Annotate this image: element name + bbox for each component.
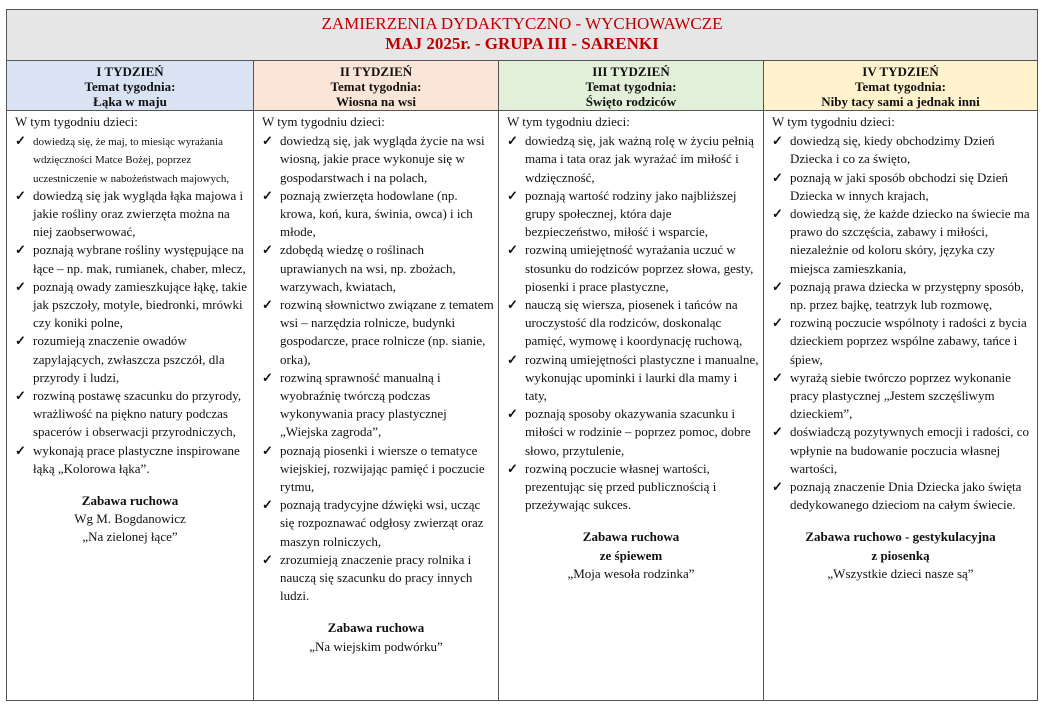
checkmark-icon: ✓ bbox=[772, 169, 783, 185]
checkmark-icon: ✓ bbox=[15, 388, 26, 404]
checkmark-icon: ✓ bbox=[262, 242, 273, 258]
week-header-4 bbox=[764, 61, 1037, 111]
checkmark-icon: ✓ bbox=[772, 424, 783, 440]
week-name: IV TYDZIEŃ bbox=[862, 64, 939, 79]
week-header-2 bbox=[254, 61, 498, 111]
theme-label: Temat tygodnia: bbox=[585, 79, 677, 94]
goal-text: poznają wybrane rośliny występujące na łące – np. mak, rumianek, chaber, mlecz, bbox=[33, 242, 246, 276]
play-line-2: Wg M. Bogdanowicz bbox=[74, 511, 186, 527]
theme-title: Niby tacy sami a jednak inni bbox=[821, 94, 980, 109]
checkmark-icon: ✓ bbox=[772, 315, 783, 331]
checkmark-icon: ✓ bbox=[507, 187, 518, 203]
goal-text: dowiedzą się, że każde dziecko na świecie ma prawo do szczęścia, zabawy i miłości, niezależnie od koloru skóry, języka czy miejsca zamieszkania, bbox=[790, 206, 1030, 276]
week-body-4 bbox=[764, 111, 1037, 583]
goal-item bbox=[503, 241, 759, 296]
title-row bbox=[7, 10, 1037, 61]
goal-item bbox=[258, 551, 494, 606]
week-body-3 bbox=[499, 111, 763, 583]
theme-label: Temat tygodnia: bbox=[84, 79, 176, 94]
play-line-3: „Moja wesoła rodzinka” bbox=[567, 565, 695, 581]
theme-label: Temat tygodnia: bbox=[855, 79, 946, 94]
checkmark-icon: ✓ bbox=[15, 187, 26, 203]
checkmark-icon: ✓ bbox=[262, 551, 273, 567]
goal-text: rozwiną sprawność manualną i wyobraźnię twórczą podczas wykonywania pracy plastycznej „Wiejska zagroda”, bbox=[280, 369, 447, 440]
goal-item bbox=[11, 187, 249, 242]
goal-text: wyrażą siebie twórczo poprzez wykonanie pracy plastycznej „Jestem szczęśliwym dzieckiem”, bbox=[790, 369, 1011, 422]
goal-list bbox=[258, 132, 494, 605]
play-title: Zabawa ruchowa bbox=[327, 620, 425, 636]
play-block bbox=[503, 528, 759, 583]
goal-text: rozwiną poczucie własnej wartości, prezentując się przed publicznością i przeżywając sukces. bbox=[525, 460, 717, 513]
checkmark-icon: ✓ bbox=[772, 479, 783, 495]
checkmark-icon: ✓ bbox=[262, 497, 273, 513]
week-column-3 bbox=[499, 61, 764, 701]
checkmark-icon: ✓ bbox=[772, 206, 783, 222]
checkmark-icon: ✓ bbox=[507, 297, 518, 313]
week-column-2 bbox=[254, 61, 499, 701]
goal-text: poznają zwierzęta hodowlane (np. krowa, koń, kura, świnia, owca) i ich młode, bbox=[280, 187, 473, 240]
goal-item bbox=[768, 478, 1033, 514]
checkmark-icon: ✓ bbox=[507, 460, 518, 476]
goal-item bbox=[503, 405, 759, 460]
goal-item bbox=[11, 387, 249, 442]
intro-text: W tym tygodniu dzieci: bbox=[507, 114, 630, 129]
goal-text: rozwiną poczucie wspólnoty i radości z bycia dzieckiem poprzez wspólne zabawy, tańce i śpiew, bbox=[790, 315, 1027, 367]
checkmark-icon: ✓ bbox=[507, 406, 518, 422]
theme-title: Święto rodziców bbox=[585, 94, 677, 109]
week-header-3 bbox=[499, 61, 763, 111]
goal-text: rozumieją znaczenie owadów zapylających, zwłaszcza pszczół, dla przyrody i ludzi, bbox=[33, 333, 225, 385]
goal-text: dowiedzą się, że maj, to miesiąc wyrażania wdzięczności Matce Bożej, poprzez uczestniczenie w nabożeństwach majowych, bbox=[33, 136, 230, 185]
play-line-3: „Na zielonej łące” bbox=[82, 529, 178, 545]
goal-item bbox=[503, 187, 759, 242]
goal-item bbox=[258, 132, 494, 187]
goal-item bbox=[768, 278, 1033, 314]
play-line-2: ze śpiewem bbox=[599, 547, 663, 563]
week-name: II TYDZIEŃ bbox=[339, 64, 413, 79]
checkmark-icon: ✓ bbox=[262, 187, 273, 203]
intro-text: W tym tygodniu dzieci: bbox=[262, 114, 385, 129]
goal-list bbox=[11, 132, 249, 478]
week-name: III TYDZIEŃ bbox=[592, 64, 670, 79]
goal-item bbox=[258, 442, 494, 497]
week-column-4 bbox=[764, 61, 1037, 701]
checkmark-icon: ✓ bbox=[507, 133, 518, 149]
goal-text: poznają piosenki i wiersze o tematyce wiejskiej, rozwijając pamięć i poczucie rytmu, bbox=[280, 442, 485, 495]
play-title: Zabawa ruchowo - gestykulacyjna bbox=[805, 529, 996, 545]
goal-list bbox=[768, 132, 1033, 514]
goal-item bbox=[11, 132, 249, 187]
goal-item bbox=[503, 296, 759, 351]
play-title: Zabawa ruchowa bbox=[81, 493, 179, 509]
week-header-1 bbox=[7, 61, 253, 111]
intro-text: W tym tygodniu dzieci: bbox=[772, 114, 895, 129]
goal-text: zdobędą wiedzę o roślinach uprawianych na wsi, np. zbożach, warzywach, kwiatach, bbox=[280, 242, 456, 294]
checkmark-icon: ✓ bbox=[15, 442, 26, 458]
checkmark-icon: ✓ bbox=[262, 369, 273, 385]
theme-title: Wiosna na wsi bbox=[336, 94, 416, 109]
checkmark-icon: ✓ bbox=[262, 442, 273, 458]
goal-text: poznają prawa dziecka w przystępny sposób, np. przez bajkę, teatrzyk lub rozmowę, bbox=[790, 278, 1024, 313]
checkmark-icon: ✓ bbox=[262, 133, 273, 149]
goal-item bbox=[11, 442, 249, 478]
checkmark-icon: ✓ bbox=[772, 278, 783, 294]
week-column-1 bbox=[7, 61, 254, 701]
goal-item bbox=[768, 132, 1033, 168]
checkmark-icon: ✓ bbox=[772, 133, 783, 149]
play-block bbox=[258, 619, 494, 655]
goal-item bbox=[503, 351, 759, 406]
checkmark-icon: ✓ bbox=[15, 242, 26, 258]
checkmark-icon: ✓ bbox=[772, 369, 783, 385]
goal-text: doświadczą pozytywnych emocji i radości, co wpłynie na budowanie poczucia własnej wartości, bbox=[790, 424, 1029, 476]
play-title: Zabawa ruchowa bbox=[582, 529, 680, 545]
goal-text: rozwiną słownictwo związane z tematem wsi – narzędzia rolnicze, budynki gospodarcze, prace rolnicze (np. sianie, orka), bbox=[280, 297, 494, 367]
week-name: I TYDZIEŃ bbox=[96, 64, 164, 79]
checkmark-icon: ✓ bbox=[15, 278, 26, 294]
checkmark-icon: ✓ bbox=[15, 333, 26, 349]
checkmark-icon: ✓ bbox=[507, 242, 518, 258]
goal-item bbox=[258, 187, 494, 242]
play-line-2: z piosenką bbox=[871, 547, 930, 563]
goal-item bbox=[258, 241, 494, 296]
play-block bbox=[11, 492, 249, 547]
goal-text: wykonają prace plastyczne inspirowane łąką „Kolorowa łąka”. bbox=[33, 442, 240, 476]
goal-text: rozwiną umiejętności plastyczne i manualne, wykonując upominki i laurki dla mamy i taty, bbox=[525, 351, 759, 404]
goal-text: rozwiną umiejętność wyrażania uczuć w stosunku do rodziców poprzez słowa, gesty, piosenki i prace plastyczne, bbox=[525, 242, 754, 294]
week-body-1 bbox=[7, 111, 253, 547]
goal-text: poznają sposoby okazywania szacunku i miłości w rodzinie – poprzez pomoc, dobre słowo, przytulenie, bbox=[525, 406, 751, 458]
goal-item bbox=[258, 369, 494, 442]
play-line-3: „Wszystkie dzieci nasze są” bbox=[827, 565, 974, 581]
goal-text: rozwiną postawę szacunku do przyrody, wrażliwość na piękno natury podczas spacerów i obserwacji przyrodniczych, bbox=[33, 388, 242, 440]
theme-title: Łąka w maju bbox=[93, 94, 167, 109]
goal-text: poznają wartość rodziny jako najbliższej grupy społecznej, która daje bezpieczeństwo, miłość i wsparcie, bbox=[525, 187, 737, 240]
title-line-1: ZAMIERZENIA DYDAKTYCZNO - WYCHOWAWCZE bbox=[321, 14, 723, 33]
intro-text: W tym tygodniu dzieci: bbox=[15, 114, 138, 129]
goal-item bbox=[11, 241, 249, 277]
goal-text: dowiedzą się jak wygląda łąka majowa i jakie rośliny oraz zwierzęta można na niej zaobserwować, bbox=[33, 187, 244, 240]
play-block bbox=[768, 528, 1033, 583]
goal-item bbox=[258, 496, 494, 551]
goal-item bbox=[768, 205, 1033, 278]
goal-text: poznają znaczenie Dnia Dziecka jako święta dedykowanego dzieciom na całym świecie. bbox=[790, 479, 1022, 513]
goal-item bbox=[768, 423, 1033, 478]
checkmark-icon: ✓ bbox=[507, 351, 518, 367]
week-body-2 bbox=[254, 111, 498, 656]
goal-text: nauczą się wiersza, piosenek i tańców na uroczystość dla rodziców, doskonaląc pamięć, wymowę i koordynację ruchową, bbox=[525, 297, 743, 349]
goal-text: poznają tradycyjne dźwięki wsi, ucząc się rozpoznawać odgłosy zwierząt oraz maszyn rolniczych, bbox=[280, 497, 484, 549]
goal-list bbox=[503, 132, 759, 514]
title-line-2: MAJ 2025r. - GRUPA III - SARENKI bbox=[385, 34, 659, 53]
goal-text: dowiedzą się, jak ważną rolę w życiu pełnią mama i tata oraz jak wyrażać im miłość i wdzięczność, bbox=[525, 133, 754, 185]
goal-item bbox=[503, 460, 759, 515]
goal-item bbox=[768, 314, 1033, 369]
weeks-grid bbox=[7, 61, 1037, 701]
goal-item bbox=[768, 369, 1033, 424]
goal-item bbox=[768, 169, 1033, 205]
goal-item bbox=[258, 296, 494, 369]
theme-label: Temat tygodnia: bbox=[330, 79, 422, 94]
plan-table bbox=[6, 9, 1038, 701]
checkmark-icon: ✓ bbox=[262, 297, 273, 313]
goal-item bbox=[11, 278, 249, 333]
play-line-2: „Na wiejskim podwórku” bbox=[309, 638, 443, 654]
goal-item bbox=[503, 132, 759, 187]
goal-text: zrozumieją znaczenie pracy rolnika i nauczą się szacunku do pracy innych ludzi. bbox=[280, 551, 473, 604]
checkmark-icon: ✓ bbox=[15, 133, 26, 149]
goal-text: poznają w jaki sposób obchodzi się Dzień Dziecka w innych krajach, bbox=[790, 169, 1009, 203]
goal-text: dowiedzą się, jak wygląda życie na wsi wiosną, jakie prace wykonuje się w gospodarstwach i na polach, bbox=[280, 133, 485, 185]
goal-item bbox=[11, 332, 249, 387]
goal-text: dowiedzą się, kiedy obchodzimy Dzień Dziecka i co za święto, bbox=[790, 133, 995, 167]
goal-text: poznają owady zamieszkujące łąkę, takie jak pszczoły, motyle, biedronki, mrówki czy koniki polne, bbox=[33, 278, 248, 331]
